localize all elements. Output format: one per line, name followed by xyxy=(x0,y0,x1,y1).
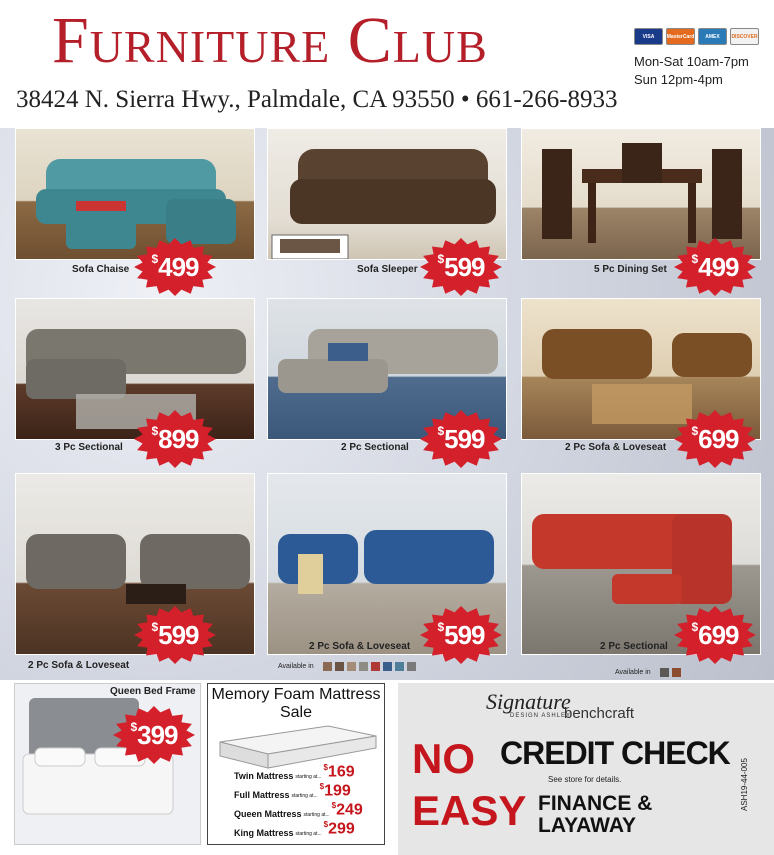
brand-title: Furniture Club xyxy=(52,4,488,77)
no-text: NO xyxy=(412,735,475,782)
price-burst xyxy=(134,606,216,664)
product-caption: 2 Pc Sofa & Loveseat xyxy=(565,442,667,453)
amex-card-icon: AMEX xyxy=(698,28,727,45)
store-address: 38424 N. Sierra Hwy., Palmdale, CA 93550 • 661-266-8933 xyxy=(16,86,618,113)
price-label: $ 699 xyxy=(691,423,739,454)
price-label: $ 399 xyxy=(130,719,178,750)
ad-code: ASH19-44-005 xyxy=(740,758,749,811)
hours-sunday: Sun 12pm-4pm xyxy=(634,72,723,87)
price-burst xyxy=(674,410,756,468)
visa-card-icon: VISA xyxy=(634,28,663,45)
header xyxy=(0,0,774,128)
product-caption: 2 Pc Sectional xyxy=(600,641,668,652)
price-label: $ 899 xyxy=(151,423,199,454)
see-store-note: See store for details. xyxy=(548,775,622,784)
price-label: $ 599 xyxy=(437,251,485,282)
price-burst xyxy=(134,410,216,468)
signature-design-sub: DESIGN ASHLEY xyxy=(510,713,572,719)
color-swatch xyxy=(371,662,380,671)
product-caption: 3 Pc Sectional xyxy=(55,442,123,453)
mattress-price-list xyxy=(234,762,382,838)
color-swatch xyxy=(672,668,681,677)
price-label: $ 699 xyxy=(691,619,739,650)
price-label: $ 599 xyxy=(437,619,485,650)
mattress-row: King Mattress starting at... $299 xyxy=(234,819,355,838)
price-label: $ 499 xyxy=(691,251,739,282)
benchcraft-logo: benchcraft xyxy=(564,705,635,722)
hours-weekday: Mon-Sat 10am-7pm xyxy=(634,54,749,69)
product-caption: 5 Pc Dining Set xyxy=(594,264,667,275)
product-caption: 2 Pc Sofa & Loveseat xyxy=(309,641,411,652)
price-label: $ 599 xyxy=(151,619,199,650)
price-burst xyxy=(134,238,216,296)
color-swatch xyxy=(383,662,392,671)
available-colors-b xyxy=(615,668,681,677)
color-swatch xyxy=(407,662,416,671)
price-burst xyxy=(420,410,502,468)
color-swatch xyxy=(660,668,669,677)
finance-layaway-text: FINANCE & LAYAWAY xyxy=(538,792,653,837)
price-burst xyxy=(674,238,756,296)
mattress-row: Full Mattress starting at... $199 xyxy=(234,781,351,800)
mastercard-icon: MasterCard xyxy=(666,28,695,45)
price-label: $ 499 xyxy=(151,251,199,282)
color-swatch xyxy=(359,662,368,671)
available-colors-a xyxy=(278,662,416,671)
easy-text: EASY xyxy=(412,787,527,834)
color-swatch xyxy=(395,662,404,671)
price-burst xyxy=(674,606,756,664)
financing-promo xyxy=(398,683,774,855)
price-label: $ 599 xyxy=(437,423,485,454)
credit-check-text: CREDIT CHECK xyxy=(500,735,730,771)
color-swatch xyxy=(347,662,356,671)
product-caption: Sofa Chaise xyxy=(72,264,130,275)
price-burst xyxy=(420,606,502,664)
product-caption: Sofa Sleeper xyxy=(357,264,418,275)
mattress-sale-panel xyxy=(207,683,385,845)
product-caption: 2 Pc Sofa & Loveseat xyxy=(28,660,130,671)
available-label: Available in xyxy=(615,669,651,676)
product-caption: 2 Pc Sectional xyxy=(341,442,409,453)
signature-design-logo: Signature xyxy=(486,689,571,714)
store-hours xyxy=(634,53,749,89)
price-burst xyxy=(113,706,195,764)
available-label: Available in xyxy=(278,663,314,670)
discover-card-icon: DISCOVER xyxy=(730,28,759,45)
mattress-row: Queen Mattress starting at... $249 xyxy=(234,800,363,819)
price-burst xyxy=(420,238,502,296)
mattress-title: Memory Foam Mattress Sale xyxy=(211,686,381,721)
payment-cards xyxy=(634,28,759,45)
mattress-row: Twin Mattress starting at... $169 xyxy=(234,762,355,781)
color-swatch xyxy=(335,662,344,671)
queen-bed-panel xyxy=(14,683,201,845)
color-swatch xyxy=(323,662,332,671)
bed-caption: Queen Bed Frame xyxy=(110,686,196,697)
